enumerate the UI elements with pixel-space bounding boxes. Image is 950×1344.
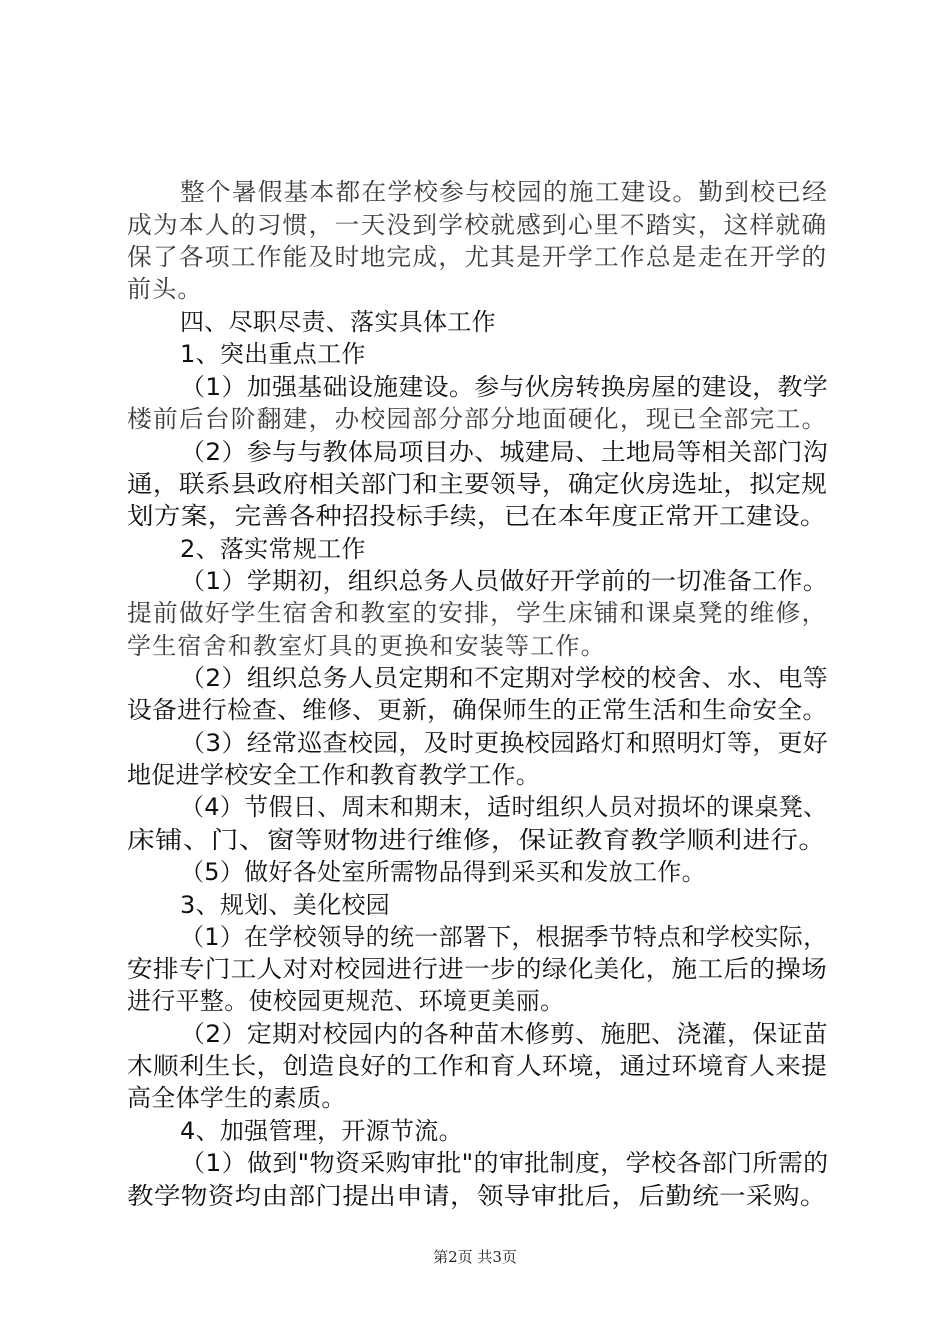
text-line: （4）节假日、周末和期末，适时组织人员对损坏的课桌凳、: [180, 793, 828, 821]
text-line: 四、尽职尽责、落实具体工作: [180, 308, 496, 336]
text-line: 通，联系县政府相关部门和主要领导，确定伙房选址，拟定规: [127, 470, 828, 498]
text-line: 楼前后台阶翻建，办校园部分部分地面硬化，现已全部完工。: [127, 405, 828, 433]
text-line: （1）学期初，组织总务人员做好开学前的一切准备工作。: [180, 567, 829, 595]
text-line: 保了各项工作能及时地完成，尤其是开学工作总是走在开学的: [127, 243, 828, 271]
page-footer: 第2页 共3页: [433, 1248, 517, 1266]
text-line: 教学物资均由部门提出申请，领导审批后，后勤统一采购。: [127, 1182, 827, 1210]
text-line: （1）做到"物资采购审批"的审批制度，学校各部门所需的: [180, 1149, 829, 1177]
text-line: 1、突出重点工作: [180, 340, 366, 368]
text-line: 地促进学校安全工作和教育教学工作。: [127, 761, 541, 789]
text-line: 安排专门工人对对校园进行进一步的绿化美化，施工后的操场: [127, 955, 828, 983]
text-line: 前头。: [127, 275, 203, 303]
text-line: （1）加强基础设施建设。参与伙房转换房屋的建设，教学: [180, 373, 829, 401]
text-line: 床铺、门、窗等财物进行维修，保证教育教学顺利进行。: [127, 826, 827, 854]
text-line: 4、加强管理，开源节流。: [180, 1117, 463, 1145]
text-line: 2、落实常规工作: [180, 535, 366, 563]
text-line: （2）组织总务人员定期和不定期对学校的校舍、水、电等: [180, 664, 829, 692]
text-line: 成为本人的习惯，一天没到学校就感到心里不踏实，这样就确: [127, 211, 828, 239]
text-line: 学生宿舍和教室灯具的更换和安装等工作。: [127, 632, 606, 660]
text-line: 提前做好学生宿舍和教室的安排，学生床铺和课桌凳的维修，: [127, 599, 828, 627]
text-line: （2）定期对校园内的各种苗木修剪、施肥、浇灌，保证苗: [180, 1020, 829, 1048]
text-line: 划方案，完善各种招投标手续，已在本年度正常开工建设。: [127, 502, 827, 530]
text-line: （3）经常巡查校园，及时更换校园路灯和照明灯等，更好: [180, 729, 829, 757]
text-line: 木顺利生长，创造良好的工作和育人环境，通过环境育人来提: [127, 1052, 828, 1080]
text-line: （1）在学校领导的统一部署下，根据季节特点和学校实际，: [180, 923, 828, 951]
text-line: （5）做好各处室所需物品得到采买和发放工作。: [180, 858, 706, 886]
text-line: 高全体学生的素质。: [127, 1084, 346, 1112]
text-line: 3、规划、美化校园: [180, 891, 390, 919]
text-line: （2）参与与教体局项目办、城建局、土地局等相关部门沟: [180, 438, 829, 466]
text-line: 设备进行检查、维修、更新，确保师生的正常生活和生命安全。: [127, 696, 828, 724]
text-line: 整个暑假基本都在学校参与校园的施工建设。勤到校已经: [180, 178, 829, 206]
text-line: 进行平整。使校园更规范、环境更美丽。: [127, 987, 565, 1015]
